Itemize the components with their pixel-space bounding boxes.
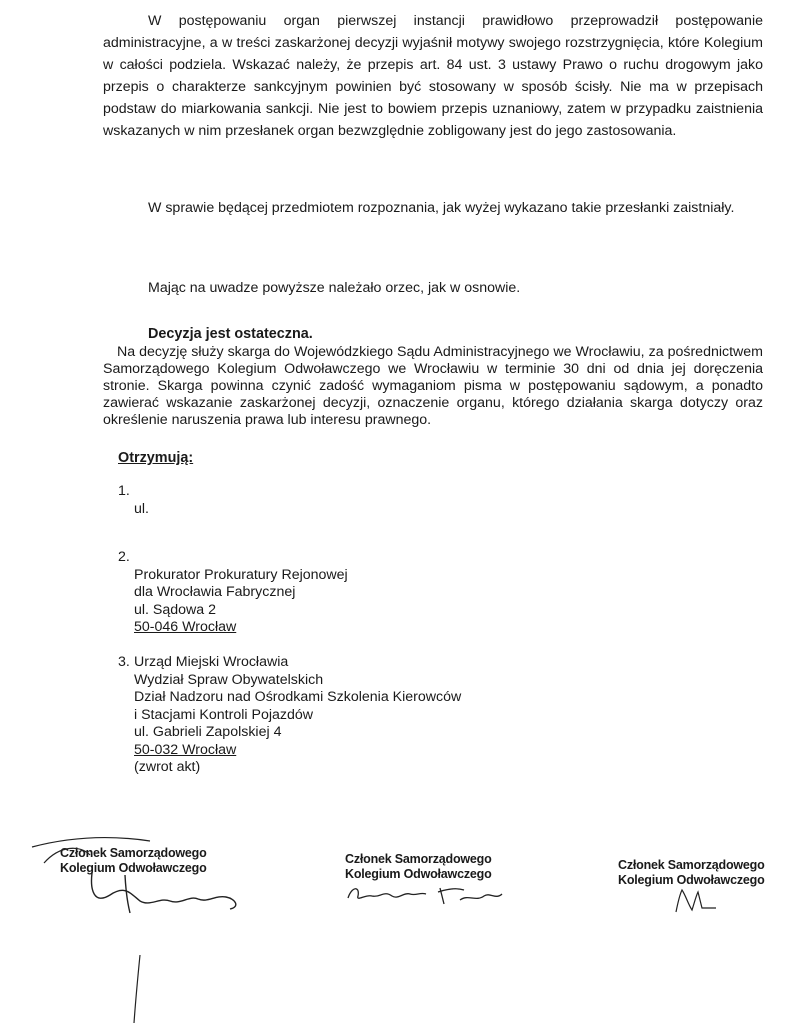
recipient-note: (zwrot akt)	[134, 759, 201, 775]
justification-paragraph	[103, 10, 763, 142]
recipient-line: Prokurator Prokuratury Rejonowej	[134, 566, 348, 583]
paragraph-text: W sprawie będącej przedmiotem rozpoznania, jak wyżej wykazano takie przesłanki zaistniały.	[148, 200, 735, 216]
recipient-line: dla Wrocławia Fabrycznej	[134, 584, 296, 600]
signature-role: Członek Samorządowego	[345, 852, 492, 866]
recipient-2	[118, 549, 348, 637]
signature-role: Członek Samorządowego	[618, 858, 765, 872]
recipient-line: i Stacjami Kontroli Pojazdów	[134, 706, 313, 723]
recipient-number: 1.	[118, 483, 130, 499]
recipients-heading: Otrzymują:	[118, 450, 194, 466]
signature-body: Kolegium Odwoławczego	[60, 861, 207, 875]
conclusion-paragraph	[103, 197, 763, 219]
recipient-line: ul. Sądowa 2	[134, 601, 217, 618]
paragraph-text: Mając na uwadze powyższe należało orzec, jak w osnowie.	[148, 280, 521, 296]
decision-final-title: Decyzja jest ostateczna.	[148, 326, 313, 342]
recipient-line: Wydział Spraw Obywatelskich	[134, 671, 324, 688]
recipient-postal: 50-032 Wrocław	[134, 741, 237, 758]
appeal-text: Na decyzję służy skarga do Wojewódzkiego Sądu Administracyjnego we Wrocławiu, za pośrednictwem Samorządowego Kolegium Odwoławczego we Wrocławiu w terminie 30 dni od dnia jej doręczenia stronie. Skarga powinna czynić zadość wymaganiom pisma w postępowaniu sądowym, a ponadto zawierać wskazanie zaskarżonej decyzji, oznaczenie organu, którego działania skarga dotyczy oraz określenie naruszenia prawa lub interesu prawnego.	[103, 344, 763, 428]
handwritten-signature-3	[672, 886, 722, 916]
recipient-3	[118, 654, 462, 777]
recipient-line: Dział Nadzoru nad Ośrodkami Szkolenia Kierowców	[134, 689, 462, 705]
signature-body: Kolegium Odwoławczego	[345, 867, 492, 881]
recipient-street: ul.	[134, 500, 149, 517]
handwritten-signature-2	[340, 880, 510, 910]
appeal-instructions	[103, 344, 763, 429]
signature-body: Kolegium Odwoławczego	[618, 873, 765, 887]
recipient-line: Urząd Miejski Wrocławia	[134, 654, 289, 670]
ruling-paragraph	[103, 277, 763, 299]
recipient-line: ul. Gabrieli Zapolskiej 4	[134, 724, 282, 740]
signature-block-2	[345, 852, 492, 882]
recipient-postal: 50-046 Wrocław	[134, 619, 237, 635]
paragraph-text: W postępowaniu organ pierwszej instancji prawidłowo przeprowadził postępowanie administracyjne, a w treści zaskarżonej decyzji wyjaśnił motywy swojego rozstrzygnięcia, które Kolegium w całości podziela. Wskazać należy, że przepis art. 84 ust. 3 ustawy Prawo o ruchu drogowym jako przepis o charakterze sankcyjnym powinien być stosowany w sposób ścisły. Nie ma w przepisach podstaw do miarkowania sankcji. Nie jest to bowiem przepis uznaniowy, zatem w przypadku zaistnienia wskazanych w nim przesłanek organ bezwzględnie zobligowany jest do jego zastosowania.	[103, 13, 763, 139]
recipient-number: 3.	[118, 654, 130, 670]
recipient-1	[118, 483, 149, 518]
handwritten-signature-1	[30, 835, 260, 1025]
signature-role: Członek Samorządowego	[60, 846, 207, 860]
recipient-number: 2.	[118, 549, 130, 565]
signature-block-3	[618, 858, 765, 888]
